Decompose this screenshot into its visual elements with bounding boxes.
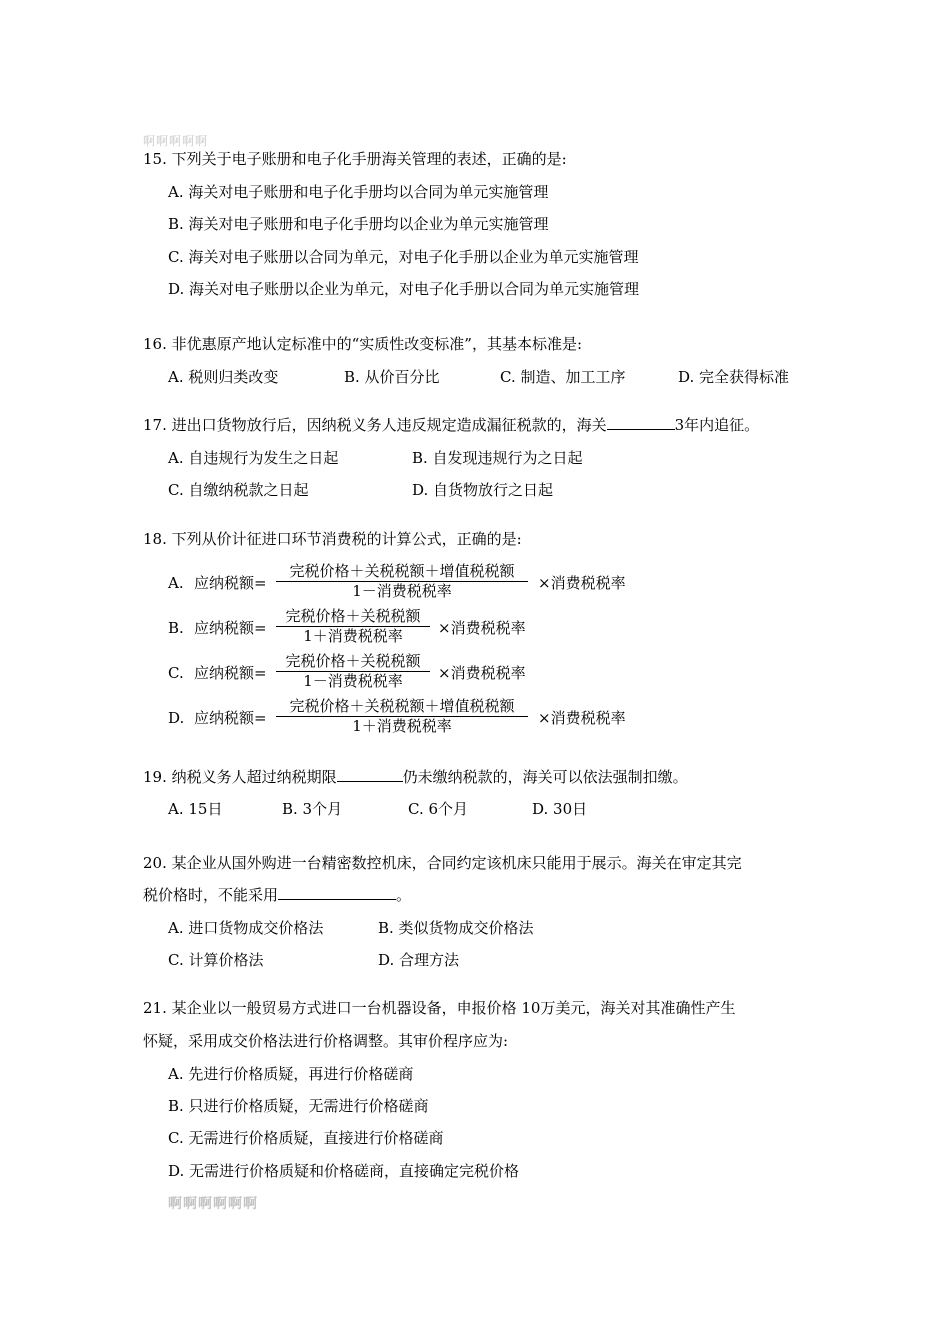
question-19-blank [337,766,403,782]
question-18-option-a-suffix: ×消费税税率 [538,574,626,592]
question-20-option-b: B. 类似货物成交价格法 [378,919,534,937]
question-16-option-c: C. 制造、加工工序 [500,368,626,386]
question-17-option-c: C. 自缴纳税款之日起 [168,481,309,499]
question-20-option-d: D. 合理方法 [378,951,460,969]
question-16-option-a: A. 税则归类改变 [168,368,279,386]
question-21-option-b: B. 只进行价格质疑，无需进行价格磋商 [168,1097,429,1115]
question-18-option-d-suffix: ×消费税税率 [538,709,626,727]
question-19-option-a: A. 15日 [168,800,223,818]
question-18-option-d-prefix: 应纳税额= [194,709,267,727]
question-21-stem-line-2: 怀疑，采用成交价格法进行价格调整。其审价程序应为: [143,1032,509,1050]
question-17-option-d: D. 自货物放行之日起 [412,481,554,499]
question-21-stem-line-1: 21. 某企业以一般贸易方式进口一台机器设备，申报价格 10万美元，海关对其准确性产生 [143,999,736,1017]
question-17-option-a: A. 自违规行为发生之日起 [168,449,339,467]
question-18-option-d-denominator: 1＋消费税税率 [352,717,452,735]
question-18-option-a-denominator: 1－消费税税率 [352,582,452,600]
question-18-option-a-label: A. [168,574,184,592]
question-18-option-b-fraction [276,607,430,646]
question-18-option-c-numerator: 完税价格＋关税税额 [276,652,430,672]
question-15-option-b: B. 海关对电子账册和电子化手册均以企业为单元实施管理 [168,215,549,233]
question-16-option-b: B. 从价百分比 [344,368,440,386]
question-18-option-b-prefix: 应纳税额= [194,619,267,637]
question-18-stem: 18. 下列从价计征进口环节消费税的计算公式，正确的是: [143,530,522,548]
question-18-option-d-label: D. [168,709,185,727]
question-18-option-b-denominator: 1＋消费税税率 [303,627,403,645]
question-15-option-d: D. 海关对电子账册以企业为单元，对电子化手册以合同为单元实施管理 [168,280,640,298]
question-16-option-d: D. 完全获得标准 [678,368,790,386]
question-21-option-c: C. 无需进行价格质疑，直接进行价格磋商 [168,1129,444,1147]
question-21-option-d: D. 无需进行价格质疑和价格磋商，直接确定完税价格 [168,1162,520,1180]
question-17-blank [607,414,675,430]
question-19-stem-pre: 19. 纳税义务人超过纳税期限 [143,768,337,786]
question-15-option-a: A. 海关对电子账册和电子化手册均以合同为单元实施管理 [168,183,549,201]
question-15-stem: 15. 下列关于电子账册和电子化手册海关管理的表述，正确的是: [143,150,567,168]
question-18-option-c-fraction [276,652,430,691]
question-16-stem: 16. 非优惠原产地认定标准中的“实质性改变标准”，其基本标准是: [143,335,583,353]
question-20-option-c: C. 计算价格法 [168,951,264,969]
question-19-option-b: B. 3个月 [282,800,343,818]
question-18-option-a-fraction [276,562,528,601]
question-18-option-b-numerator: 完税价格＋关税税额 [276,607,430,627]
question-20-blank [278,884,396,900]
question-19-option-d: D. 30日 [532,800,588,818]
question-19-stem-post: 仍未缴纳税款的，海关可以依法强制扣缴。 [402,768,688,786]
question-18-option-b-suffix: ×消费税税率 [438,619,526,637]
question-20-stem-post: 。 [396,886,412,904]
question-20-stem-pre: 税价格时，不能采用 [143,886,279,904]
question-20-option-a: A. 进口货物成交价格法 [168,919,324,937]
question-18-option-b-label: B. [168,619,184,637]
question-19-stem [143,766,688,787]
watermark-bottom: 啊啊啊啊啊啊 [168,1196,258,1212]
question-17-stem-pre: 17. 进出口货物放行后，因纳税义务人违反规定造成漏征税款的，海关 [143,416,607,434]
question-18-option-d-numerator: 完税价格＋关税税额＋增值税税额 [276,697,528,717]
question-18-option-c-denominator: 1－消费税税率 [303,672,403,690]
question-19-option-c: C. 6个月 [408,800,469,818]
question-17-stem-post: 3年内追征。 [674,416,760,434]
question-18-option-d-fraction [276,697,528,736]
question-17-option-b: B. 自发现违规行为之日起 [412,449,583,467]
watermark-top: 啊啊啊啊啊 [143,134,209,148]
question-18-option-a-numerator: 完税价格＋关税税额＋增值税税额 [276,562,528,582]
question-20-stem-line-2 [143,884,411,905]
question-18-option-c-suffix: ×消费税税率 [438,664,526,682]
question-17-stem [143,414,759,435]
question-20-stem-line-1: 20. 某企业从国外购进一台精密数控机床，合同约定该机床只能用于展示。海关在审定其完 [143,854,742,872]
question-15-option-c: C. 海关对电子账册以合同为单元，对电子化手册以企业为单元实施管理 [168,248,639,266]
question-18-option-c-label: C. [168,664,184,682]
question-21-option-a: A. 先进行价格质疑，再进行价格磋商 [168,1065,414,1083]
question-18-option-c-prefix: 应纳税额= [194,664,267,682]
question-18-option-a-prefix: 应纳税额= [194,574,267,592]
